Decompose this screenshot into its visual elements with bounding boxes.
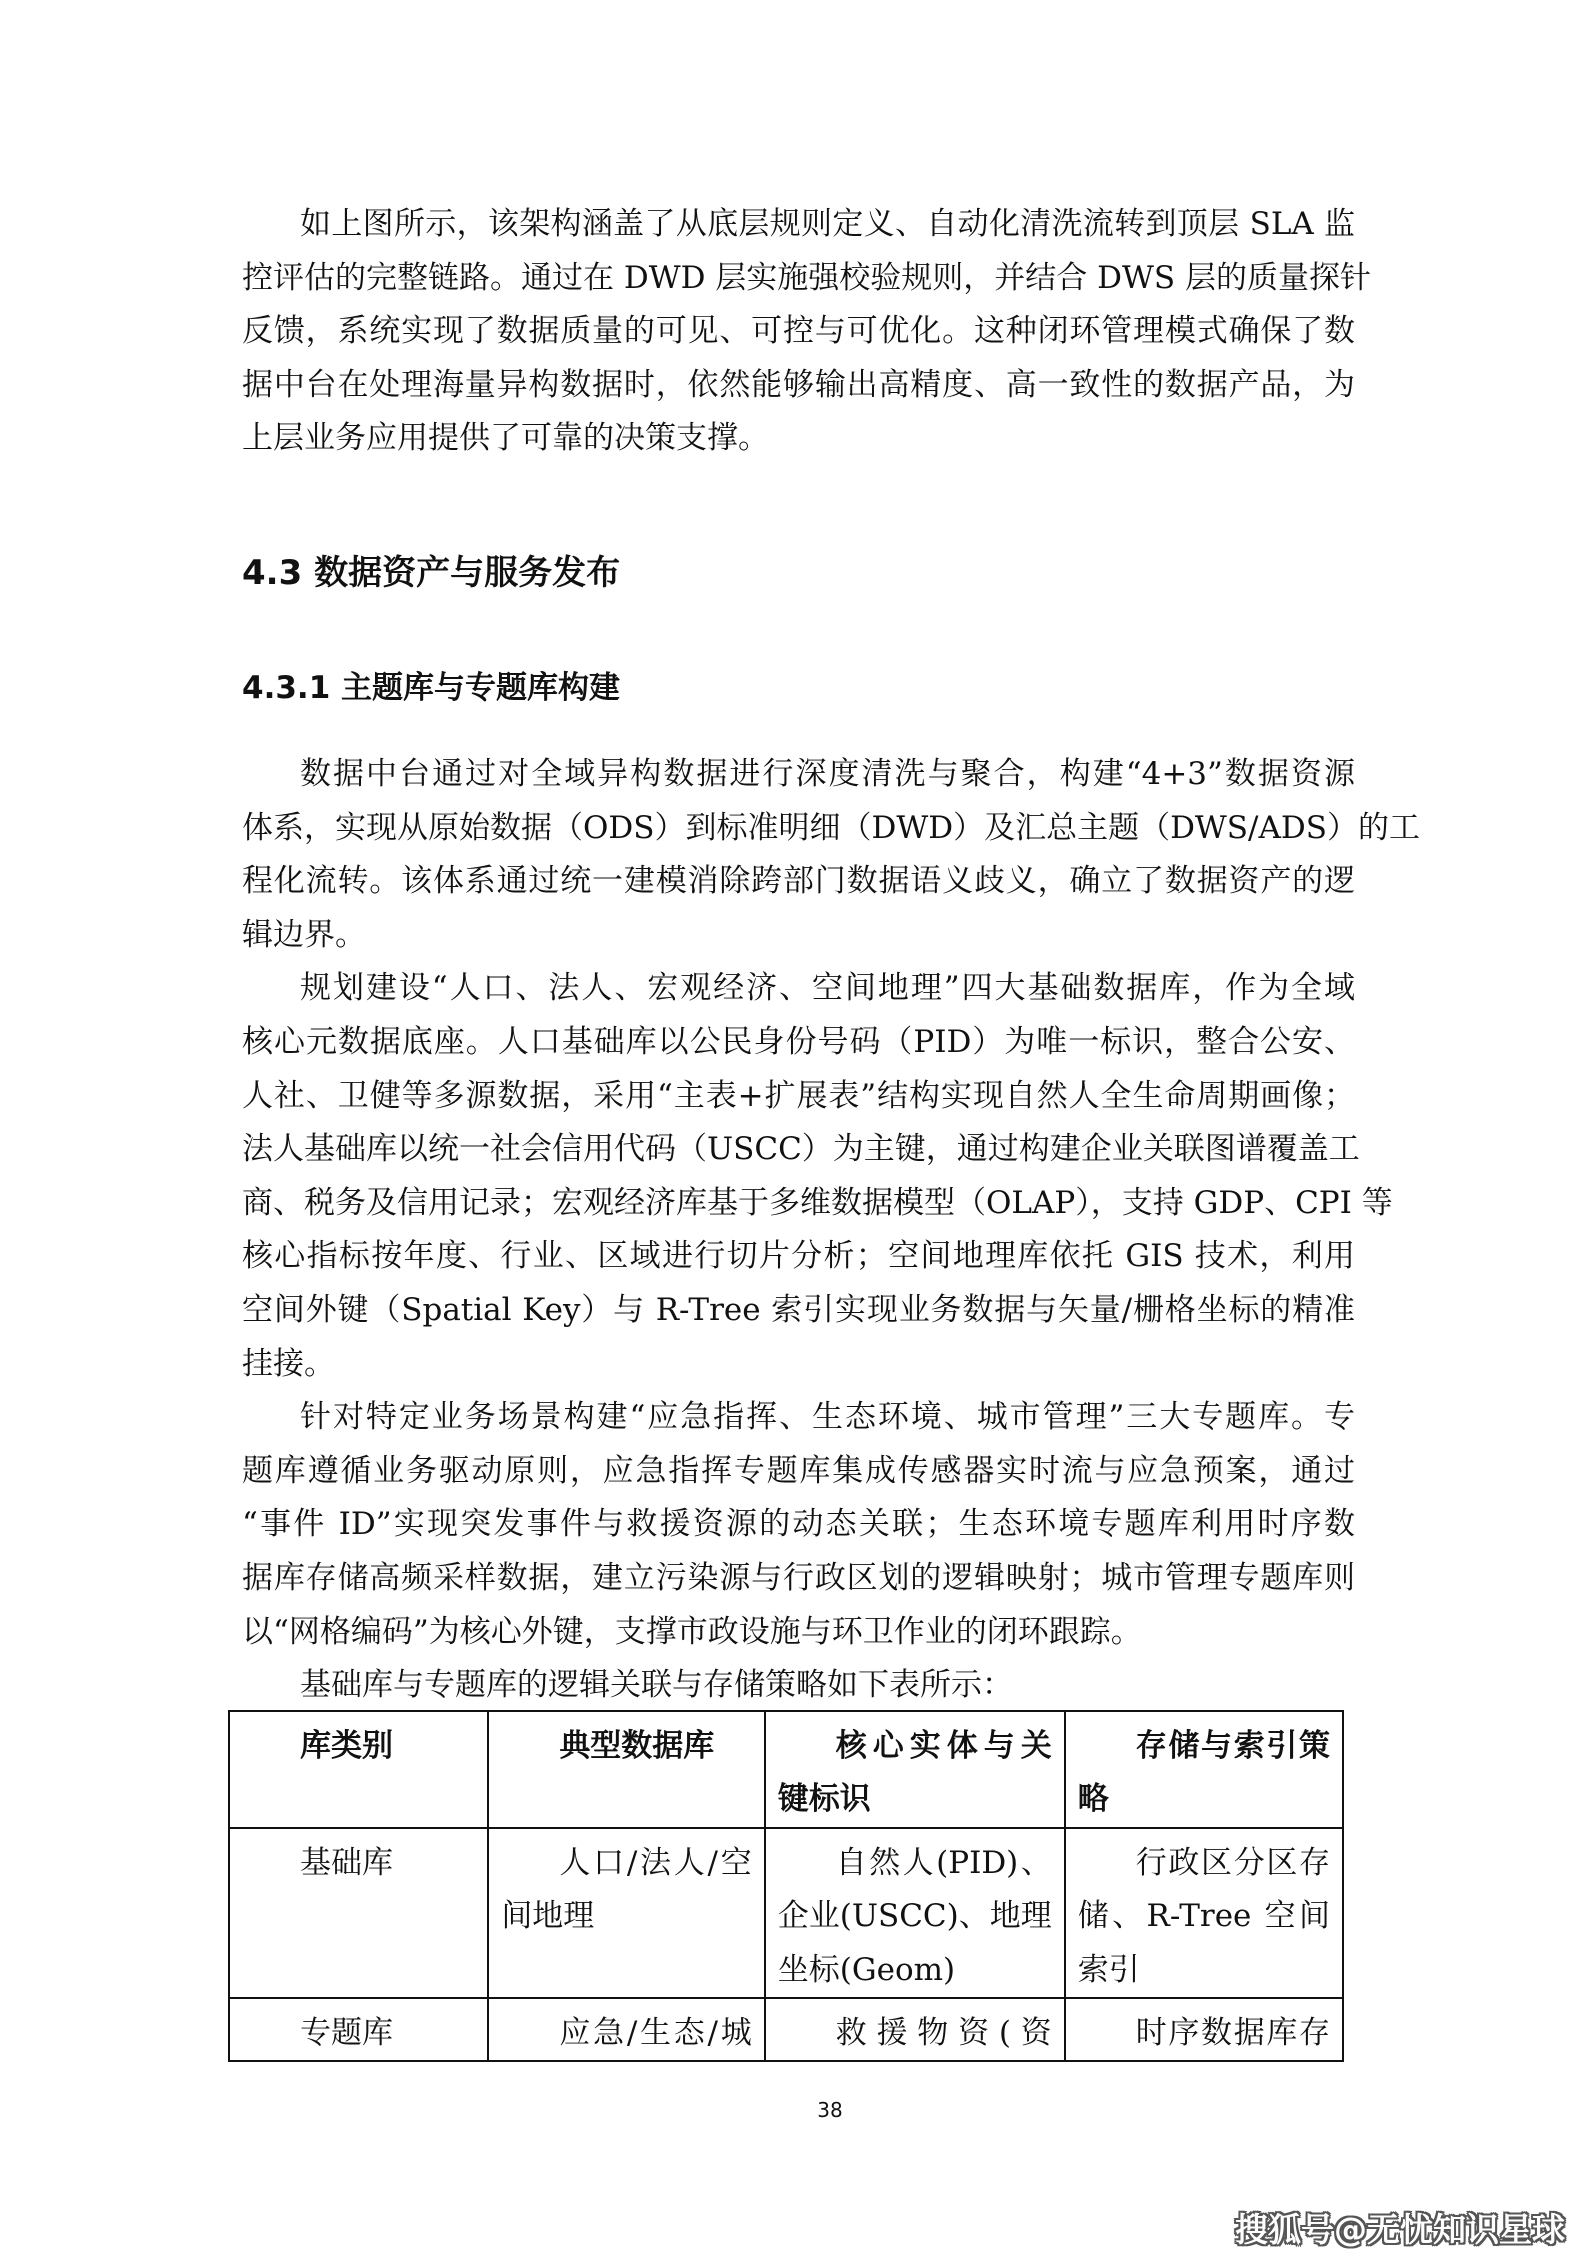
cell-line: 储、R-Tree 空间: [1077, 1898, 1330, 1935]
text-line: 以“网格编码”为核心外键，支撑市政设施与环卫作业的闭环跟踪。: [242, 1613, 1142, 1650]
table-cell: [765, 1998, 1065, 2061]
cell-line: 企业(USCC)、地理: [777, 1898, 1052, 1935]
cell-line: 行政区分区存: [1135, 1844, 1330, 1881]
text-line: 数据中台通过对全域异构数据进行深度清洗与聚合，构建“4+3”数据资源: [300, 756, 1355, 792]
section-heading-4-3: 4.3 数据资产与服务发布: [242, 553, 621, 593]
cell-line: 键标识: [777, 1781, 871, 1818]
cell-line: 略: [1077, 1781, 1109, 1818]
paragraph-architecture-summary: [242, 198, 1371, 466]
cell-line: 索引: [1077, 1951, 1140, 1988]
header-cell: [1065, 1711, 1343, 1828]
text-line: 基础库与专题库的逻辑关联与存储策略如下表所示：: [300, 1667, 1013, 1704]
text-line: 挂接。: [242, 1345, 335, 1382]
table-cell: [229, 1998, 488, 2061]
text-line: 核心指标按年度、行业、区域进行切片分析；空间地理库依托 GIS 技术，利用: [242, 1238, 1355, 1275]
header-cell: [488, 1711, 764, 1828]
text-line: 上层业务应用提供了可靠的决策支撑。: [242, 420, 769, 457]
library-strategy-table: [228, 1710, 1344, 2062]
table-cell: [488, 1828, 764, 1998]
text-line: 程化流转。该体系通过统一建模消除跨部门数据语义歧义，确立了数据资产的逻: [242, 863, 1355, 900]
text-line: 如上图所示，该架构涵盖了从底层规则定义、自动化清洗流转到顶层 SLA 监: [300, 206, 1355, 242]
cell-line: 时序数据库存: [1135, 2015, 1330, 2052]
text-line: 题库遵循业务驱动原则，应急指挥专题库集成传感器实时流与应急预案，通过: [242, 1452, 1355, 1489]
text-line: 核心元数据底座。人口基础库以公民身份号码（PID）为唯一标识，整合公安、: [242, 1023, 1355, 1060]
header-cell: [229, 1711, 488, 1828]
cell-line: 专题库: [300, 2015, 393, 2052]
table-row: [229, 1828, 1343, 1998]
text-line: 针对特定业务场景构建“应急指挥、生态环境、城市管理”三大专题库。专: [300, 1399, 1355, 1436]
table-row: [229, 1998, 1343, 2061]
cell-line: 坐标(Geom): [777, 1951, 956, 1988]
text-line: 空间外键（Spatial Key）与 R-Tree 索引实现业务数据与矢量/栅格坐标的精准: [242, 1291, 1355, 1328]
cell-line: 间地理: [501, 1898, 595, 1935]
text-line: 法人基础库以统一社会信用代码（USCC）为主键，通过构建企业关联图谱覆盖工: [242, 1131, 1360, 1168]
cell-line: 基础库: [300, 1844, 393, 1881]
table-cell: [1065, 1828, 1343, 1998]
text-line: 控评估的完整链路。通过在 DWD 层实施强校验规则，并结合 DWS 层的质量探针: [242, 259, 1371, 296]
table-cell: [488, 1998, 764, 2061]
cell-line: 自然人(PID)、: [835, 1844, 1052, 1881]
table-header-row: [229, 1711, 1343, 1828]
body-text: [242, 748, 1420, 1713]
subsection-heading-4-3-1: 4.3.1 主题库与专题库构建: [242, 670, 621, 706]
watermark: 搜狐号@无忧知识星球: [1235, 2210, 1565, 2249]
text-line: 商、税务及信用记录；宏观经济库基于多维数据模型（OLAP），支持 GDP、CPI 等: [242, 1184, 1393, 1221]
cell-line: 核心实体与关: [835, 1728, 1052, 1764]
text-line: 反馈，系统实现了数据质量的可见、可控与可优化。这种闭环管理模式确保了数: [242, 313, 1355, 350]
cell-line: 存储与索引策: [1135, 1728, 1330, 1764]
text-line: 据库存储高频采样数据，建立污染源与行政区划的逻辑映射；城市管理专题库则: [242, 1559, 1355, 1596]
header-cell: [765, 1711, 1065, 1828]
text-line: 规划建设“人口、法人、宏观经济、空间地理”四大基础数据库，作为全域: [300, 970, 1355, 1007]
text-line: 体系，实现从原始数据（ODS）到标准明细（DWD）及汇总主题（DWS/ADS）的工: [242, 809, 1420, 846]
cell-line: 应急/生态/城: [559, 2015, 752, 2052]
text-line: “事件 ID”实现突发事件与救援资源的动态关联；生态环境专题库利用时序数: [242, 1506, 1355, 1543]
table-cell: [765, 1828, 1065, 1998]
table-cell: [229, 1828, 488, 1998]
cell-line: 人口/法人/空: [559, 1844, 752, 1881]
text-line: 人社、卫健等多源数据，采用“主表+扩展表”结构实现自然人全生命周期画像；: [242, 1077, 1355, 1114]
table-cell: [1065, 1998, 1343, 2061]
cell-line: 救援物资(资: [835, 2015, 1052, 2052]
text-line: 据中台在处理海量异构数据时，依然能够输出高精度、高一致性的数据产品，为: [242, 366, 1355, 403]
cell-line: 库类别: [300, 1728, 393, 1764]
text-line: 辑边界。: [242, 916, 366, 953]
page-number: 38: [817, 2098, 843, 2122]
cell-line: 典型数据库: [559, 1728, 715, 1764]
